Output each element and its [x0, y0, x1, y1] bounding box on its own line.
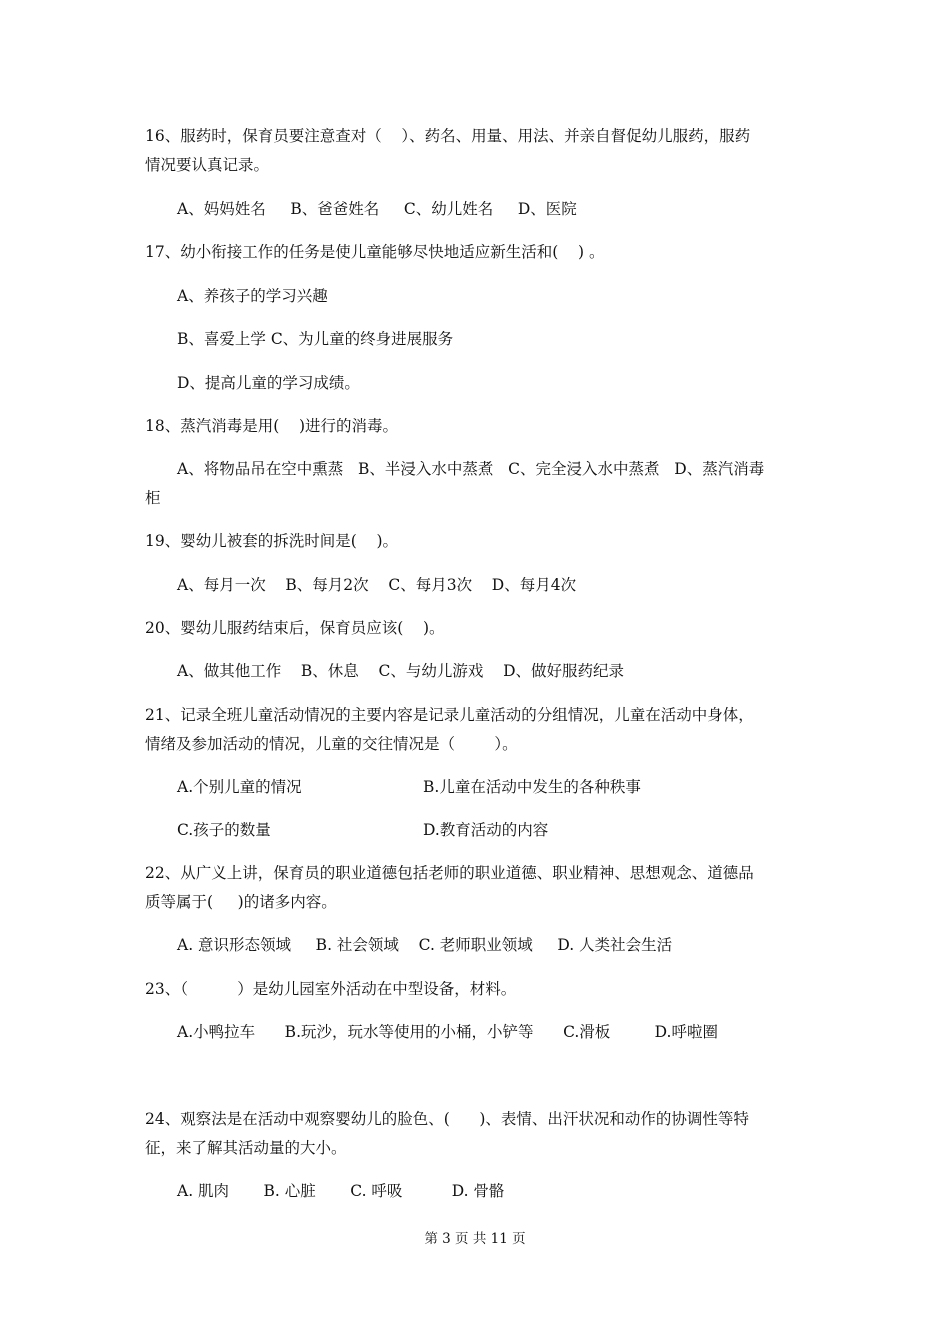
q17-option-bc: B、喜爱上学 C、为儿童的终身进展服务 — [177, 330, 454, 348]
q21-option-b: B.儿童在活动中发生的各种秩事 — [423, 778, 641, 796]
q21-stem-line1: 21、记录全班儿童活动情况的主要内容是记录儿童活动的分组情况，儿童在活动中身体， — [145, 706, 754, 724]
q19-stem: 19、婴幼儿被套的拆洗时间是( )。 — [145, 532, 399, 550]
q21-option-d: D.教育活动的内容 — [423, 821, 549, 839]
q23-stem: 23、（ ）是幼儿园室外活动在中型设备，材料。 — [145, 980, 517, 998]
q18-options-line1: A、将物品吊在空中熏蒸 B、半浸入水中蒸煮 C、完全浸入水中蒸煮 D、蒸汽消毒 — [177, 460, 765, 478]
q18-options-line2: 柜 — [145, 489, 161, 507]
q21-stem-line2: 情绪及参加活动的情况，儿童的交往情况是（ ）。 — [145, 735, 518, 753]
q20-stem: 20、婴幼儿服药结束后，保育员应该( )。 — [145, 619, 445, 637]
q17-option-d: D、提高儿童的学习成绩。 — [177, 374, 360, 392]
q17-stem: 17、幼小衔接工作的任务是使儿童能够尽快地适应新生活和( ) 。 — [145, 243, 605, 261]
q17-option-a: A、养孩子的学习兴趣 — [177, 287, 328, 305]
q21-option-c: C.孩子的数量 — [177, 821, 271, 839]
q16-stem-line2: 情况要认真记录。 — [145, 156, 270, 174]
q16-options: A、妈妈姓名 B、爸爸姓名 C、幼儿姓名 D、医院 — [177, 200, 577, 218]
q19-options: A、每月一次 B、每月2次 C、每月3次 D、每月4次 — [177, 576, 577, 594]
q18-stem: 18、蒸汽消毒是用( )进行的消毒。 — [145, 417, 399, 435]
q24-stem-line1: 24、观察法是在活动中观察婴幼儿的脸色、( )、表情、出汗状况和动作的协调性等特 — [145, 1110, 749, 1128]
q24-stem-line2: 征，来了解其活动量的大小。 — [145, 1139, 347, 1157]
q21-option-a: A.个别儿童的情况 — [177, 778, 302, 796]
q22-stem-line1: 22、从广义上讲，保育员的职业道德包括老师的职业道德、职业精神、思想观念、道德品 — [145, 864, 754, 882]
page-footer: 第 3 页 共 11 页 — [424, 1231, 526, 1247]
q22-options: A. 意识形态领域 B. 社会领域 C. 老师职业领域 D. 人类社会生活 — [177, 936, 673, 954]
q20-options: A、做其他工作 B、休息 C、与幼儿游戏 D、做好服药纪录 — [177, 662, 624, 680]
q22-stem-line2: 质等属于( )的诸多内容。 — [145, 893, 337, 911]
q24-options: A. 肌肉 B. 心脏 C. 呼吸 D. 骨骼 — [177, 1182, 505, 1200]
q16-stem-line1: 16、服药时，保育员要注意查对（ ）、药名、用量、用法、并亲自督促幼儿服药，服药 — [145, 127, 751, 145]
q23-options: A.小鸭拉车 B.玩沙，玩水等使用的小桶，小铲等 C.滑板 D.呼啦圈 — [177, 1023, 718, 1041]
